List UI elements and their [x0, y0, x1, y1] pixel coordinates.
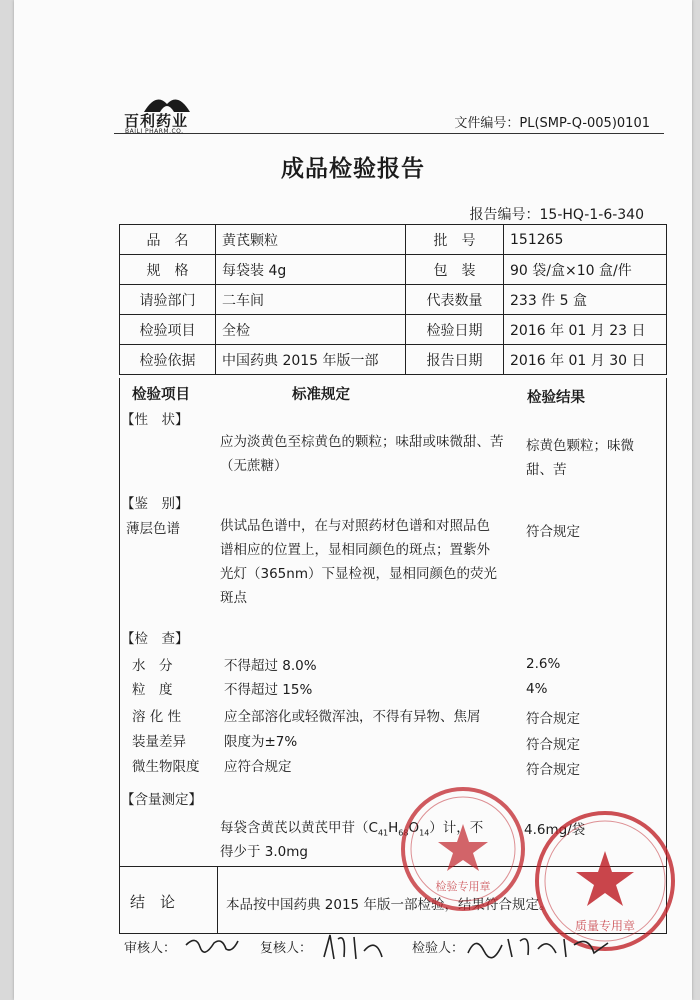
- assay-result: 4.6mg/袋: [524, 822, 586, 838]
- report-date-label: 报告日期: [406, 345, 504, 375]
- check-standard: 不得超过 8.0%: [224, 658, 317, 674]
- qty-label: 代表数量: [406, 285, 504, 315]
- appearance-result: 棕黄色颗粒；味微甜、苦: [526, 438, 634, 478]
- basis-label: 检验依据: [120, 345, 216, 375]
- report-date-value: 2016 年 01 月 30 日: [504, 345, 667, 375]
- inspection-seal: [398, 784, 528, 914]
- rechecker-signature: [320, 931, 390, 963]
- batch-value: 151265: [504, 225, 667, 255]
- spec-label: 规 格: [120, 255, 216, 285]
- reviewer-signature: [182, 931, 242, 961]
- spec-value: 每袋装 4g: [216, 255, 406, 285]
- logo-english-name: BAILI PHARM.CO.: [125, 128, 184, 135]
- check-standard: 限度为±7%: [224, 734, 298, 750]
- info-row: [120, 225, 667, 255]
- inspector-signature: [464, 931, 614, 963]
- test-date-label: 检验日期: [406, 315, 504, 345]
- col-standard-header: 标准规定: [292, 387, 350, 403]
- check-result: 4%: [526, 681, 548, 697]
- check-standard: 应全部溶化或轻微浑浊，不得有异物、焦屑: [224, 709, 481, 725]
- conclusion-label: 结 论: [130, 893, 176, 911]
- check-label: 水 分: [132, 658, 173, 674]
- conclusion-column-divider: [217, 866, 218, 934]
- logo-mountain-icon: [142, 92, 192, 112]
- conclusion-text: 本品按中国药典 2015 年版一部检验，结果符合规定。: [226, 897, 553, 913]
- page-title: 成品检验报告: [281, 156, 425, 182]
- check-label: 装量差异: [132, 734, 186, 750]
- item-value: 全检: [216, 315, 406, 345]
- report-page: [14, 0, 692, 1000]
- inspector-label: 检验人：: [412, 941, 465, 956]
- check-label: 粒 度: [132, 682, 173, 698]
- info-row: [120, 345, 667, 375]
- col-result-header: 检验结果: [527, 390, 585, 406]
- check-standard: 应符合规定: [224, 759, 292, 775]
- file-number: 文件编号：PL(SMP-Q-005)0101: [454, 116, 650, 131]
- info-row: [120, 285, 667, 315]
- check-result: 符合规定: [526, 762, 580, 778]
- section-identification: 【鉴 别】: [121, 496, 189, 512]
- signature-row: [124, 937, 684, 967]
- header-divider: [114, 133, 664, 134]
- product-label: 品 名: [120, 225, 216, 255]
- check-result: 符合规定: [526, 711, 580, 727]
- svg-text:质量专用章: 质量专用章: [574, 919, 636, 933]
- product-value: 黄芪颗粒: [216, 225, 406, 255]
- rechecker-label: 复核人：: [260, 941, 313, 956]
- dept-value: 二车间: [216, 285, 406, 315]
- qty-value: 233 件 5 盒: [504, 285, 667, 315]
- col-item-header: 检验项目: [132, 387, 190, 403]
- info-row: [120, 255, 667, 285]
- check-standard: 不得超过 15%: [224, 682, 313, 698]
- tlc-label: 薄层色谱: [126, 521, 180, 537]
- check-label: 溶 化 性: [132, 709, 182, 725]
- basis-value: 中国药典 2015 年版一部: [216, 345, 406, 375]
- section-assay: 【含量测定】: [121, 792, 202, 808]
- assay-standard-line2: 得少于 3.0mg: [220, 844, 308, 860]
- pack-value: 90 袋/盒×10 盒/件: [504, 255, 667, 285]
- appearance-standard: 应为淡黄色至棕黄色的颗粒；味甜或味微甜、苦（无蔗糖）: [220, 434, 504, 474]
- item-label: 检验项目: [120, 315, 216, 345]
- check-label: 微生物限度: [132, 759, 200, 775]
- info-table: [119, 224, 667, 375]
- test-date-value: 2016 年 01 月 23 日: [504, 315, 667, 345]
- section-check: 【检 查】: [121, 631, 189, 647]
- check-result: 符合规定: [526, 737, 580, 753]
- tlc-standard: 供试品色谱中，在与对照药材色谱和对照品色谱相应的位置上，显相同颜色的斑点；置紫外光灯（365nm）下显检视，显相同颜色的荧光斑点: [220, 518, 497, 606]
- svg-text:检验专用章: 检验专用章: [435, 880, 491, 893]
- section-appearance: 【性 状】: [121, 412, 189, 428]
- assay-standard: 每袋含黄芪以黄芪甲苷$(C_{41}H_{68}O_{14})$计，不: [220, 820, 484, 838]
- logo-chinese-name: 百利药业: [124, 112, 189, 130]
- pack-label: 包 装: [406, 255, 504, 285]
- report-number: 报告编号：15-HQ-1-6-340: [469, 207, 644, 223]
- info-row: [120, 315, 667, 345]
- dept-label: 请验部门: [120, 285, 216, 315]
- check-result: 2.6%: [526, 656, 561, 672]
- reviewer-label: 审核人：: [124, 941, 177, 956]
- company-logo: [124, 92, 214, 135]
- tlc-result: 符合规定: [526, 524, 580, 540]
- batch-label: 批 号: [406, 225, 504, 255]
